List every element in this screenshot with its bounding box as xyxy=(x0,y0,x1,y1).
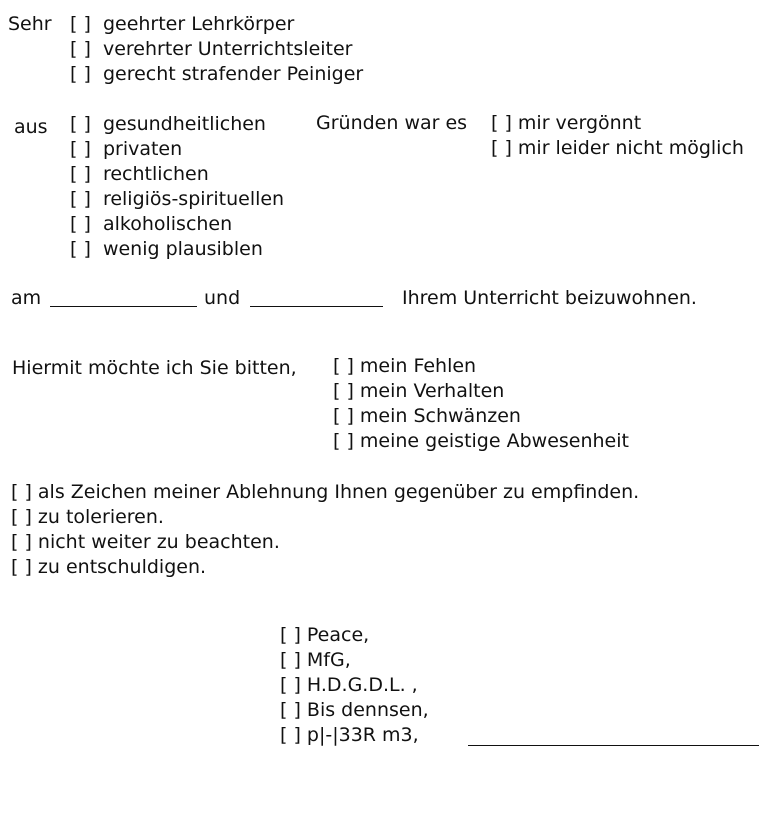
result-option-vergoennt[interactable]: [ ] mir vergönnt xyxy=(491,112,642,134)
action-option-entschuldigen[interactable]: [ ] zu entschuldigen. xyxy=(11,556,207,578)
action-option-tolerieren[interactable]: [ ] zu tolerieren. xyxy=(11,506,164,528)
request-option-abwesenheit[interactable]: [ ] meine geistige Abwesenheit xyxy=(333,430,629,452)
action-option-ablehnung[interactable]: [ ] als Zeichen meiner Ablehnung Ihnen gegenüber zu empfinden. xyxy=(11,481,640,503)
reason-option-religioes[interactable]: [ ] religiös-spirituellen xyxy=(70,188,285,210)
salutation-option-lehrkoerper[interactable]: [ ] geehrter Lehrkörper xyxy=(70,13,295,35)
result-option-nicht-moeglich[interactable]: [ ] mir leider nicht möglich xyxy=(491,137,744,159)
closing-option-hdgdl[interactable]: [ ] H.D.G.D.L. , xyxy=(280,674,418,696)
closing-option-leet-peter[interactable]: [ ] p|-|33R m3, xyxy=(280,724,419,746)
reason-option-privat[interactable]: [ ] privaten xyxy=(70,138,183,160)
request-option-verhalten[interactable]: [ ] mein Verhalten xyxy=(333,380,505,402)
date-blank-1[interactable] xyxy=(50,306,197,307)
salutation-option-unterrichtsleiter[interactable]: [ ] verehrter Unterrichtsleiter xyxy=(70,38,353,60)
reason-middle-text: Gründen war es xyxy=(316,112,468,134)
salutation-option-peiniger[interactable]: [ ] gerecht strafender Peiniger xyxy=(70,63,364,85)
reason-option-gesundheitlich[interactable]: [ ] gesundheitlichen xyxy=(70,113,266,135)
signature-line[interactable] xyxy=(468,745,759,746)
request-option-fehlen[interactable]: [ ] mein Fehlen xyxy=(333,355,477,377)
reason-prefix: aus xyxy=(14,116,48,138)
dates-suffix: Ihrem Unterricht beizuwohnen. xyxy=(402,287,697,309)
request-option-schwaenzen[interactable]: [ ] mein Schwänzen xyxy=(333,405,521,427)
closing-option-mfg[interactable]: [ ] MfG, xyxy=(280,649,351,671)
closing-option-peace[interactable]: [ ] Peace, xyxy=(280,624,370,646)
action-option-nicht-beachten[interactable]: [ ] nicht weiter zu beachten. xyxy=(11,531,280,553)
dates-connector: und xyxy=(204,287,241,309)
reason-option-rechtlich[interactable]: [ ] rechtlichen xyxy=(70,163,209,185)
reason-option-wenig-plausibel[interactable]: [ ] wenig plausiblen xyxy=(70,238,263,260)
date-blank-2[interactable] xyxy=(250,306,383,307)
salutation-prefix: Sehr xyxy=(8,13,52,35)
request-prefix: Hiermit möchte ich Sie bitten, xyxy=(12,357,297,379)
reason-option-alkoholisch[interactable]: [ ] alkoholischen xyxy=(70,213,233,235)
dates-prefix: am xyxy=(11,287,42,309)
closing-option-bis-dennsen[interactable]: [ ] Bis dennsen, xyxy=(280,699,429,721)
